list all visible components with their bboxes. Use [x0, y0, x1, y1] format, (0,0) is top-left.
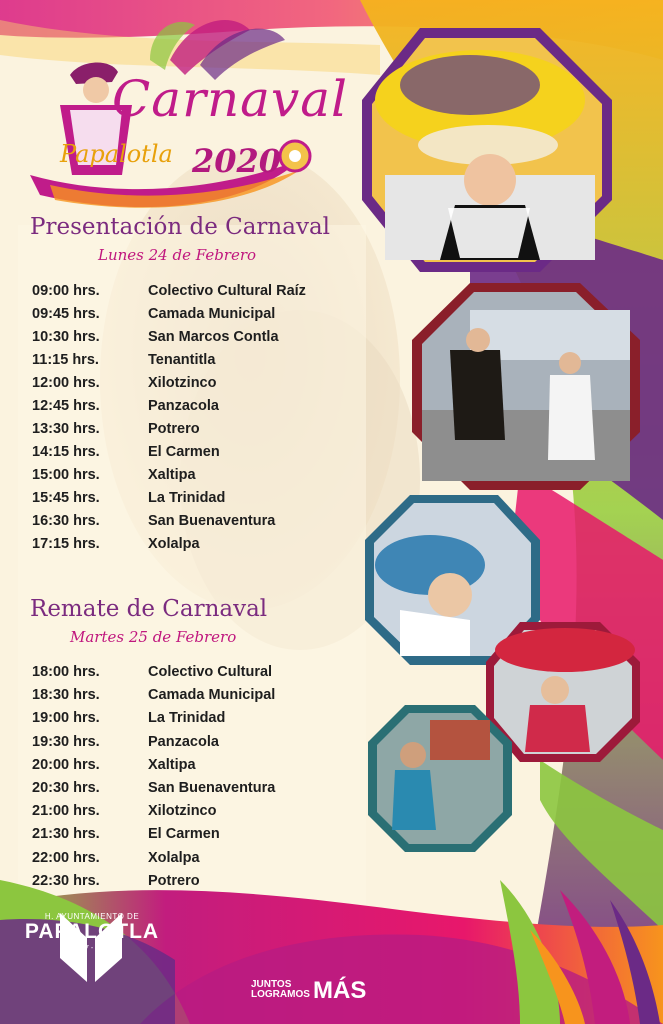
- schedule-time: 22:30 hrs.: [32, 872, 100, 889]
- schedule-place: El Carmen: [148, 826, 220, 843]
- schedule-place: Xilotzinco: [148, 803, 217, 820]
- schedule-time: 14:15 hrs.: [32, 444, 100, 460]
- schedule-time: 16:30 hrs.: [32, 513, 100, 529]
- schedule-time: 15:45 hrs.: [32, 490, 100, 506]
- schedule-place: Colectivo Cultural Raíz: [148, 283, 306, 299]
- schedule-time: 17:15 hrs.: [32, 536, 100, 552]
- schedule-place: Potrero: [148, 872, 200, 889]
- municipality-caption: H. AYUNTAMIENTO DE: [44, 912, 140, 921]
- schedule-time: 20:30 hrs.: [32, 780, 100, 796]
- section-date-presentacion: Lunes 24 de Febrero: [98, 246, 257, 264]
- schedule-place: Potrero: [148, 421, 200, 437]
- schedule-place: Panzacola: [148, 398, 219, 414]
- photo-parade-street: [412, 283, 640, 490]
- schedule-time: 15:00 hrs.: [32, 467, 100, 483]
- schedule-place: Xolalpa: [148, 849, 200, 866]
- schedule-place: San Buenaventura: [148, 780, 276, 796]
- schedule-time: 21:00 hrs.: [32, 803, 100, 820]
- schedule-place: San Buenaventura: [148, 513, 276, 529]
- schedule-place: Xilotzinco: [148, 375, 217, 391]
- schedule-time: 09:45 hrs.: [32, 306, 100, 322]
- section-date-remate: Martes 25 de Febrero: [70, 628, 237, 646]
- schedule-time: 18:30 hrs.: [32, 687, 100, 704]
- schedule-place: El Carmen: [148, 444, 220, 460]
- municipality-logo: [22, 912, 162, 952]
- event-title: Carnaval: [112, 70, 349, 128]
- municipality-term: 2017 - 2021: [73, 945, 111, 952]
- schedule-time: 09:00 hrs.: [32, 283, 100, 299]
- schedule-time: 18:00 hrs.: [32, 664, 100, 680]
- section-title-remate: Remate de Carnaval: [30, 596, 268, 622]
- schedule-time: 22:00 hrs.: [32, 849, 100, 866]
- schedule-time: 12:45 hrs.: [32, 398, 100, 414]
- schedule-time: 20:00 hrs.: [32, 756, 100, 773]
- schedule-time: 11:15 hrs.: [32, 352, 99, 368]
- schedule-place: Xaltipa: [148, 467, 196, 483]
- schedule-place: La Trinidad: [148, 490, 226, 506]
- schedule-place: San Marcos Contla: [148, 329, 279, 345]
- schedule-place: Tenantitla: [148, 352, 216, 368]
- schedule-time: 19:00 hrs.: [32, 710, 100, 727]
- schedule-place: La Trinidad: [148, 710, 226, 727]
- schedule-place: Xolalpa: [148, 536, 200, 552]
- slogan-line1: JUNTOS: [251, 979, 292, 990]
- slogan-line2: LOGRAMOS: [251, 989, 310, 1000]
- photo-dancer-feather-hat: [362, 28, 612, 272]
- event-subtitle: Papalotla: [60, 140, 173, 168]
- schedule-place: Camada Municipal: [148, 687, 276, 704]
- photo-dancer-girl: [368, 705, 512, 852]
- schedule-time: 10:30 hrs.: [32, 329, 100, 345]
- event-year: 2020: [192, 142, 282, 180]
- municipality-name: PAPALOTLA: [24, 920, 160, 943]
- schedule-time: 13:30 hrs.: [32, 421, 100, 437]
- schedule-place: Xaltipa: [148, 756, 196, 773]
- schedule-time: 19:30 hrs.: [32, 733, 100, 750]
- schedule-place: Colectivo Cultural: [148, 664, 273, 680]
- slogan-emphasis: MÁS: [313, 977, 367, 1004]
- schedule-time: 21:30 hrs.: [32, 826, 100, 843]
- schedule-place: Camada Municipal: [148, 306, 276, 322]
- schedule-time: 12:00 hrs.: [32, 375, 100, 391]
- schedule-place: Panzacola: [148, 733, 219, 750]
- section-title-presentacion: Presentación de Carnaval: [30, 214, 331, 240]
